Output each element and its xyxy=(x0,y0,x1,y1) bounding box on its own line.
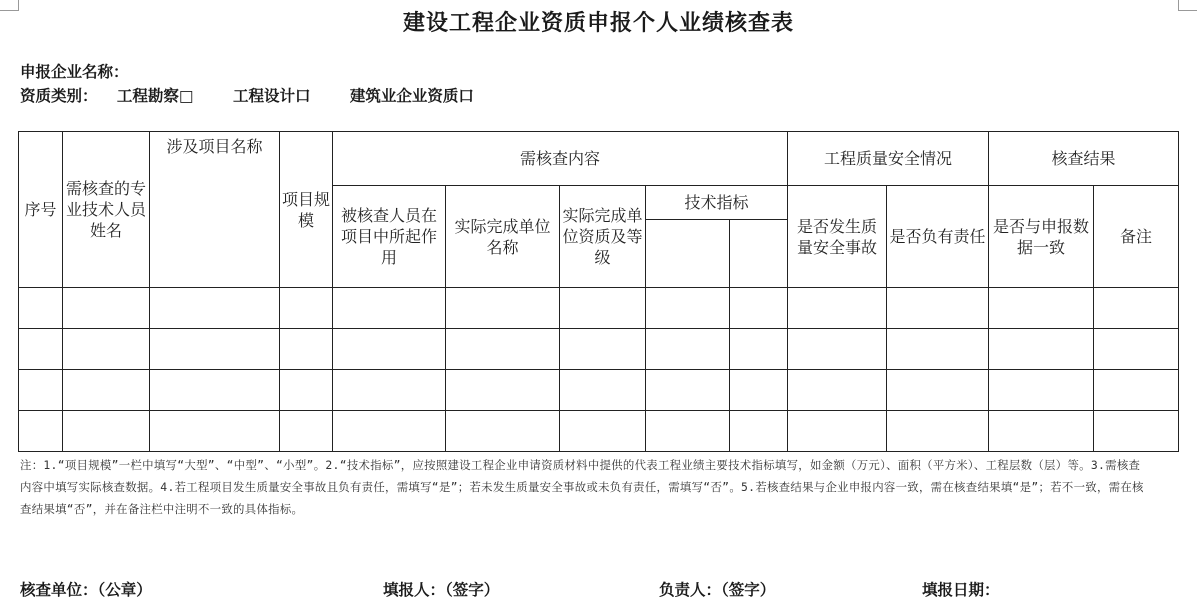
table-cell[interactable] xyxy=(1094,370,1179,411)
table-cell[interactable] xyxy=(446,288,560,329)
header-project-name: 涉及项目名称 xyxy=(150,132,280,288)
qualification-type-line xyxy=(20,84,474,106)
table-cell[interactable] xyxy=(646,288,730,329)
applicant-company-label: 申报企业名称： xyxy=(20,62,129,81)
table-cell[interactable] xyxy=(446,411,560,452)
table-cell[interactable] xyxy=(150,329,280,370)
table-cell[interactable] xyxy=(560,329,646,370)
table-row xyxy=(19,370,1179,411)
table-row xyxy=(19,411,1179,452)
table-cell[interactable] xyxy=(788,329,887,370)
table-cell[interactable] xyxy=(19,288,63,329)
table-cell[interactable] xyxy=(333,411,446,452)
table-cell[interactable] xyxy=(887,288,989,329)
table-cell[interactable] xyxy=(150,370,280,411)
tech-indicator-subcell-1[interactable] xyxy=(646,220,730,288)
table-cell[interactable] xyxy=(560,411,646,452)
header-tech-indicator: 技术指标 xyxy=(646,186,788,220)
table-row xyxy=(19,329,1179,370)
table-cell[interactable] xyxy=(150,288,280,329)
responsible-person-signature: 负责人：（签字） xyxy=(659,580,776,599)
table-cell[interactable] xyxy=(887,411,989,452)
table-cell[interactable] xyxy=(63,288,150,329)
table-cell[interactable] xyxy=(788,370,887,411)
table-cell[interactable] xyxy=(280,288,333,329)
header-check-content: 需核查内容 xyxy=(333,132,788,186)
table-cell[interactable] xyxy=(63,411,150,452)
table-cell[interactable] xyxy=(887,329,989,370)
header-technician-name: 需核查的专业技术人员姓名 xyxy=(63,132,150,288)
header-accident: 是否发生质量安全事故 xyxy=(788,186,887,288)
header-project-scale: 项目规模 xyxy=(280,132,333,288)
table-cell[interactable] xyxy=(646,370,730,411)
table-cell[interactable] xyxy=(150,411,280,452)
table-cell[interactable] xyxy=(19,329,63,370)
table-cell[interactable] xyxy=(446,370,560,411)
table-cell[interactable] xyxy=(63,370,150,411)
qualification-type-label: 资质类别： xyxy=(20,86,98,105)
table-cell[interactable] xyxy=(280,411,333,452)
header-consistent: 是否与申报数据一致 xyxy=(989,186,1094,288)
header-unit-name: 实际完成单位名称 xyxy=(446,186,560,288)
filler-signature: 填报人：（签字） xyxy=(383,580,500,599)
tech-indicator-subcell-2[interactable] xyxy=(730,220,788,288)
table-cell[interactable] xyxy=(887,370,989,411)
form-notes: 注：1.“项目规模”一栏中填写“大型”、“中型”、“小型”。2.“技术指标”，应按照建设工程企业申请资质材料中提供的代表工程业绩主要技术指标填写，如金额（万元）、面积（平方米）、工程层数（层）等。3.需核查内容中填写实际核查数据。4.若工程项目发生质量安全事故且负有责任，需填写“是”；若未发生质量安全事故或未负有责任，需填写“否”。5.若核查结果与企业申报内容一致，需在核查结果填“是”；若不一致，需在核查结果填“否”，并在备注栏中注明不一致的具体指标。 xyxy=(20,458,1144,516)
table-cell[interactable] xyxy=(446,329,560,370)
table-cell[interactable] xyxy=(333,329,446,370)
document-title: 建设工程企业资质申报个人业绩核查表 xyxy=(402,10,794,36)
table-cell[interactable] xyxy=(788,411,887,452)
check-unit-seal: 核查单位：（公章） xyxy=(20,580,152,599)
table-cell[interactable] xyxy=(989,288,1094,329)
table-cell[interactable] xyxy=(730,329,788,370)
table-cell[interactable] xyxy=(788,288,887,329)
qualification-option-survey[interactable]: 工程勘察□ xyxy=(116,86,194,105)
header-person-role: 被核查人员在项目中所起作用 xyxy=(333,186,446,288)
table-cell[interactable] xyxy=(19,411,63,452)
table-cell[interactable] xyxy=(560,370,646,411)
table-cell[interactable] xyxy=(989,329,1094,370)
table-cell[interactable] xyxy=(1094,411,1179,452)
table-cell[interactable] xyxy=(333,288,446,329)
header-quality-safety: 工程质量安全情况 xyxy=(788,132,989,186)
header-responsible: 是否负有责任 xyxy=(887,186,989,288)
table-cell[interactable] xyxy=(1094,329,1179,370)
header-check-result: 核查结果 xyxy=(989,132,1179,186)
table-cell[interactable] xyxy=(280,329,333,370)
table-cell[interactable] xyxy=(560,288,646,329)
qualification-option-design[interactable]: 工程设计口 xyxy=(232,86,311,105)
applicant-company-line xyxy=(20,60,129,82)
table-cell[interactable] xyxy=(989,370,1094,411)
table-cell[interactable] xyxy=(1094,288,1179,329)
table-cell[interactable] xyxy=(730,370,788,411)
header-serial: 序号 xyxy=(19,132,63,288)
table-cell[interactable] xyxy=(333,370,446,411)
table-row xyxy=(19,288,1179,329)
table-cell[interactable] xyxy=(63,329,150,370)
table-cell[interactable] xyxy=(19,370,63,411)
table-cell[interactable] xyxy=(989,411,1094,452)
table-cell[interactable] xyxy=(646,411,730,452)
table-cell[interactable] xyxy=(646,329,730,370)
fill-date: 填报日期： xyxy=(922,580,1000,599)
table-cell[interactable] xyxy=(280,370,333,411)
qualification-option-construction[interactable]: 建筑业企业资质口 xyxy=(349,86,474,105)
header-remark: 备注 xyxy=(1094,186,1179,288)
header-unit-qualification: 实际完成单位资质及等级 xyxy=(560,186,646,288)
table-cell[interactable] xyxy=(730,411,788,452)
performance-check-table xyxy=(18,131,1179,452)
table-cell[interactable] xyxy=(730,288,788,329)
